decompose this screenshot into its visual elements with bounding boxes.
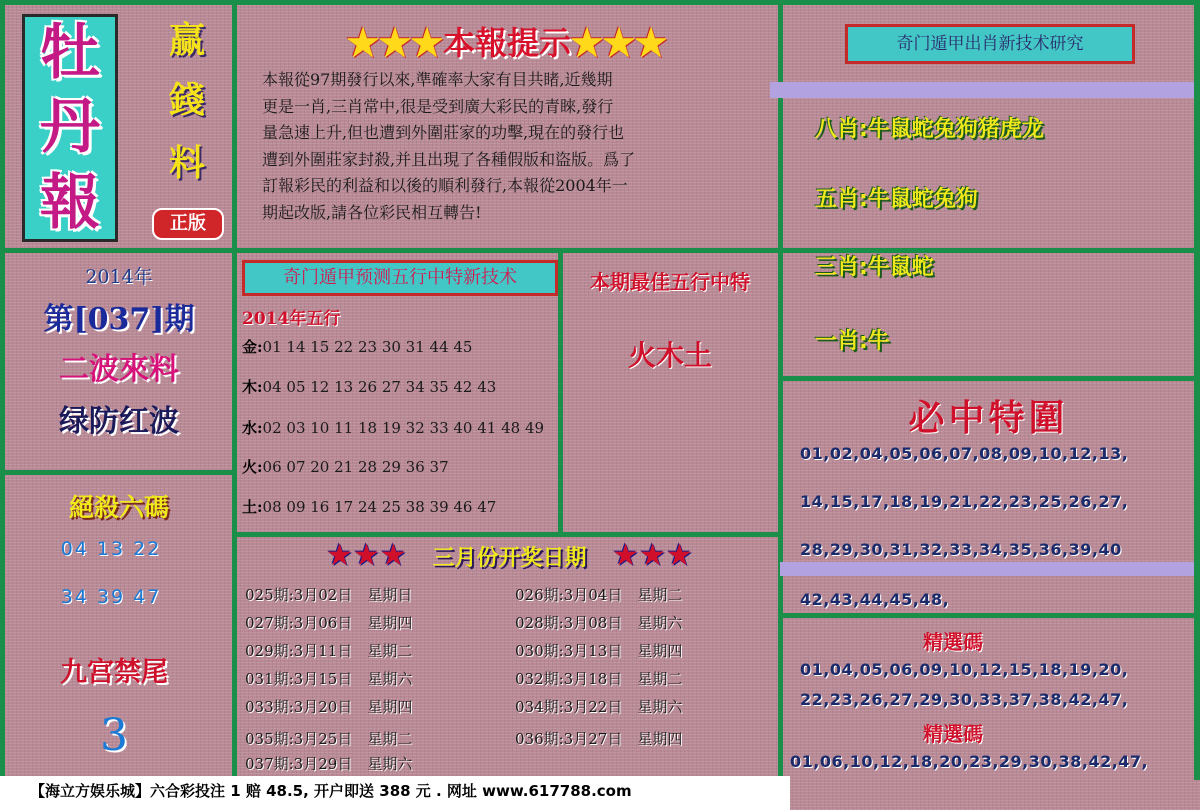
grid-line (1194, 0, 1200, 780)
wave-pick: 绿防红波 (59, 404, 179, 439)
grid-line (232, 0, 237, 780)
wuxing-label: 水: (242, 419, 263, 437)
wuxing-numbers: 06 07 20 21 28 29 36 37 (262, 458, 449, 476)
select-1-line-2: 22,23,26,27,29,30,33,37,38,42,47, (800, 690, 1129, 709)
schedule-row: 026期:3月04日 星期二 (515, 586, 683, 604)
schedule-row: 034期:3月22日 星期六 (515, 698, 683, 716)
star-icon: ★★★ (346, 24, 443, 62)
wuxing-label: 土: (242, 498, 263, 516)
best-title: 本期最佳五行中特 (590, 270, 750, 294)
notice-body: 本報從97期發行以來,準確率大家有目共睹,近幾期 更是一肖,三肖常中,很是受到廣大彩民的青睞,發行 量急速上升,但也遭到外圍莊家的功擊,現在的發行也 遭到外圍莊家封殺,并且出現了各種假版和盜版。爲了 訂報彩民的利益和以後的順利發行,本報從2004年一 期起改版,請各位彩民相互轉告! (262, 70, 636, 222)
special-line-4: 42,43,44,45,48, (800, 590, 950, 609)
special-title: 必中特圍 (908, 397, 1069, 439)
edition-badge: 正版 (152, 208, 224, 240)
grid-line (0, 0, 5, 780)
kill-six-row-2: 34 39 47 (60, 586, 162, 608)
wuxing-row (242, 496, 496, 517)
special-line-3: 28,29,30,31,32,33,34,35,36,39,40 (800, 540, 1122, 559)
wuxing-row (242, 376, 496, 397)
wave-title: 二波來料 (59, 352, 179, 387)
zodiac-header: 奇门遁甲出肖新技术研究 (845, 24, 1135, 64)
zodiac-eight: 八肖:牛鼠蛇兔狗猪虎龙 (815, 117, 1044, 142)
grid-line (780, 613, 1200, 618)
wuxing-year-label: 2014年五行 (242, 309, 341, 329)
grid-line (780, 376, 1200, 381)
schedule-row: 030期:3月13日 星期四 (515, 642, 683, 660)
schedule-row: 025期:3月02日 星期日 (245, 586, 413, 604)
schedule-row: 037期:3月29日 星期六 (245, 755, 413, 773)
schedule-row: 036期:3月27日 星期四 (515, 730, 683, 748)
schedule-row: 028期:3月08日 星期六 (515, 614, 683, 632)
logo-char-1: 牡 (40, 18, 100, 88)
grid-line (232, 532, 782, 537)
notice-title: 本報提示 (442, 24, 571, 62)
slogan-char-2: 錢 (168, 79, 205, 121)
wuxing-row (242, 336, 472, 357)
footer-ad: 【海立方娱乐城】六合彩投注 1 赔 48.5, 开户即送 388 元 . 网址 www.617788.com (0, 776, 790, 810)
slogan-char-1: 赢 (168, 19, 205, 61)
purple-band (780, 562, 1194, 576)
wuxing-header: 奇门遁甲预测五行中特新技术 (242, 260, 558, 296)
nine-palace-title: 九宫禁尾 (60, 657, 168, 688)
schedule-row: 033期:3月20日 星期四 (245, 698, 413, 716)
issue-number: 第[037]期 (43, 302, 195, 337)
wuxing-numbers: 02 03 10 11 18 19 32 33 40 41 48 49 (262, 419, 545, 437)
wuxing-numbers: 01 14 15 22 23 30 31 44 45 (262, 338, 473, 356)
special-line-1: 01,02,04,05,06,07,08,09,10,12,13, (800, 444, 1129, 463)
schedule-row: 027期:3月06日 星期四 (245, 614, 413, 632)
purple-band (770, 82, 1194, 98)
zodiac-three: 三肖:牛鼠蛇 (815, 255, 934, 280)
grid-line (0, 470, 235, 475)
zodiac-five: 五肖:牛鼠蛇兔狗 (815, 187, 978, 212)
schedule-row: 032期:3月18日 星期二 (515, 670, 683, 688)
schedule-title-row (237, 538, 782, 573)
star-icon: ★★★ (571, 24, 668, 62)
wuxing-label: 木: (242, 378, 263, 396)
select-title-1: 精選碼 (923, 630, 983, 654)
select-1-line-1: 01,04,05,06,09,10,12,15,18,19,20, (800, 660, 1129, 679)
star-icon: ★★★ (326, 538, 407, 573)
schedule-title: 三月份开奖日期 (432, 546, 587, 571)
logo-char-3: 報 (40, 168, 100, 238)
schedule-row: 031期:3月15日 星期六 (245, 670, 413, 688)
notice-title-row (237, 18, 777, 64)
best-value: 火木土 (627, 339, 712, 372)
nine-palace-value: 3 (100, 710, 128, 761)
select-2-line-1: 01,06,10,12,18,20,23,29,30,38,42,47, (790, 752, 1149, 771)
select-title-2: 精選碼 (923, 722, 983, 746)
wuxing-label: 金: (242, 338, 263, 356)
wuxing-row (242, 417, 544, 438)
grid-line (0, 0, 1200, 5)
slogan-char-3: 料 (168, 142, 205, 184)
logo (22, 14, 118, 242)
kill-six-title: 絕殺六碼 (68, 493, 169, 522)
schedule-row: 029期:3月11日 星期二 (245, 642, 413, 660)
wuxing-numbers: 04 05 12 13 26 27 34 35 42 43 (262, 378, 497, 396)
kill-six-row-1: 04 13 22 (60, 538, 162, 560)
zodiac-one: 一肖:牛 (815, 329, 890, 354)
slogan (148, 10, 226, 200)
wuxing-row (242, 456, 449, 477)
wuxing-numbers: 08 09 16 17 24 25 38 39 46 47 (262, 498, 497, 516)
special-line-2: 14,15,17,18,19,21,22,23,25,26,27, (800, 492, 1129, 511)
year-label: 2014年 (85, 266, 153, 288)
schedule-row: 035期:3月25日 星期二 (245, 730, 413, 748)
grid-line (0, 248, 1200, 253)
logo-char-2: 丹 (40, 92, 100, 162)
wuxing-label: 火: (242, 458, 263, 476)
star-icon: ★★★ (612, 538, 693, 573)
